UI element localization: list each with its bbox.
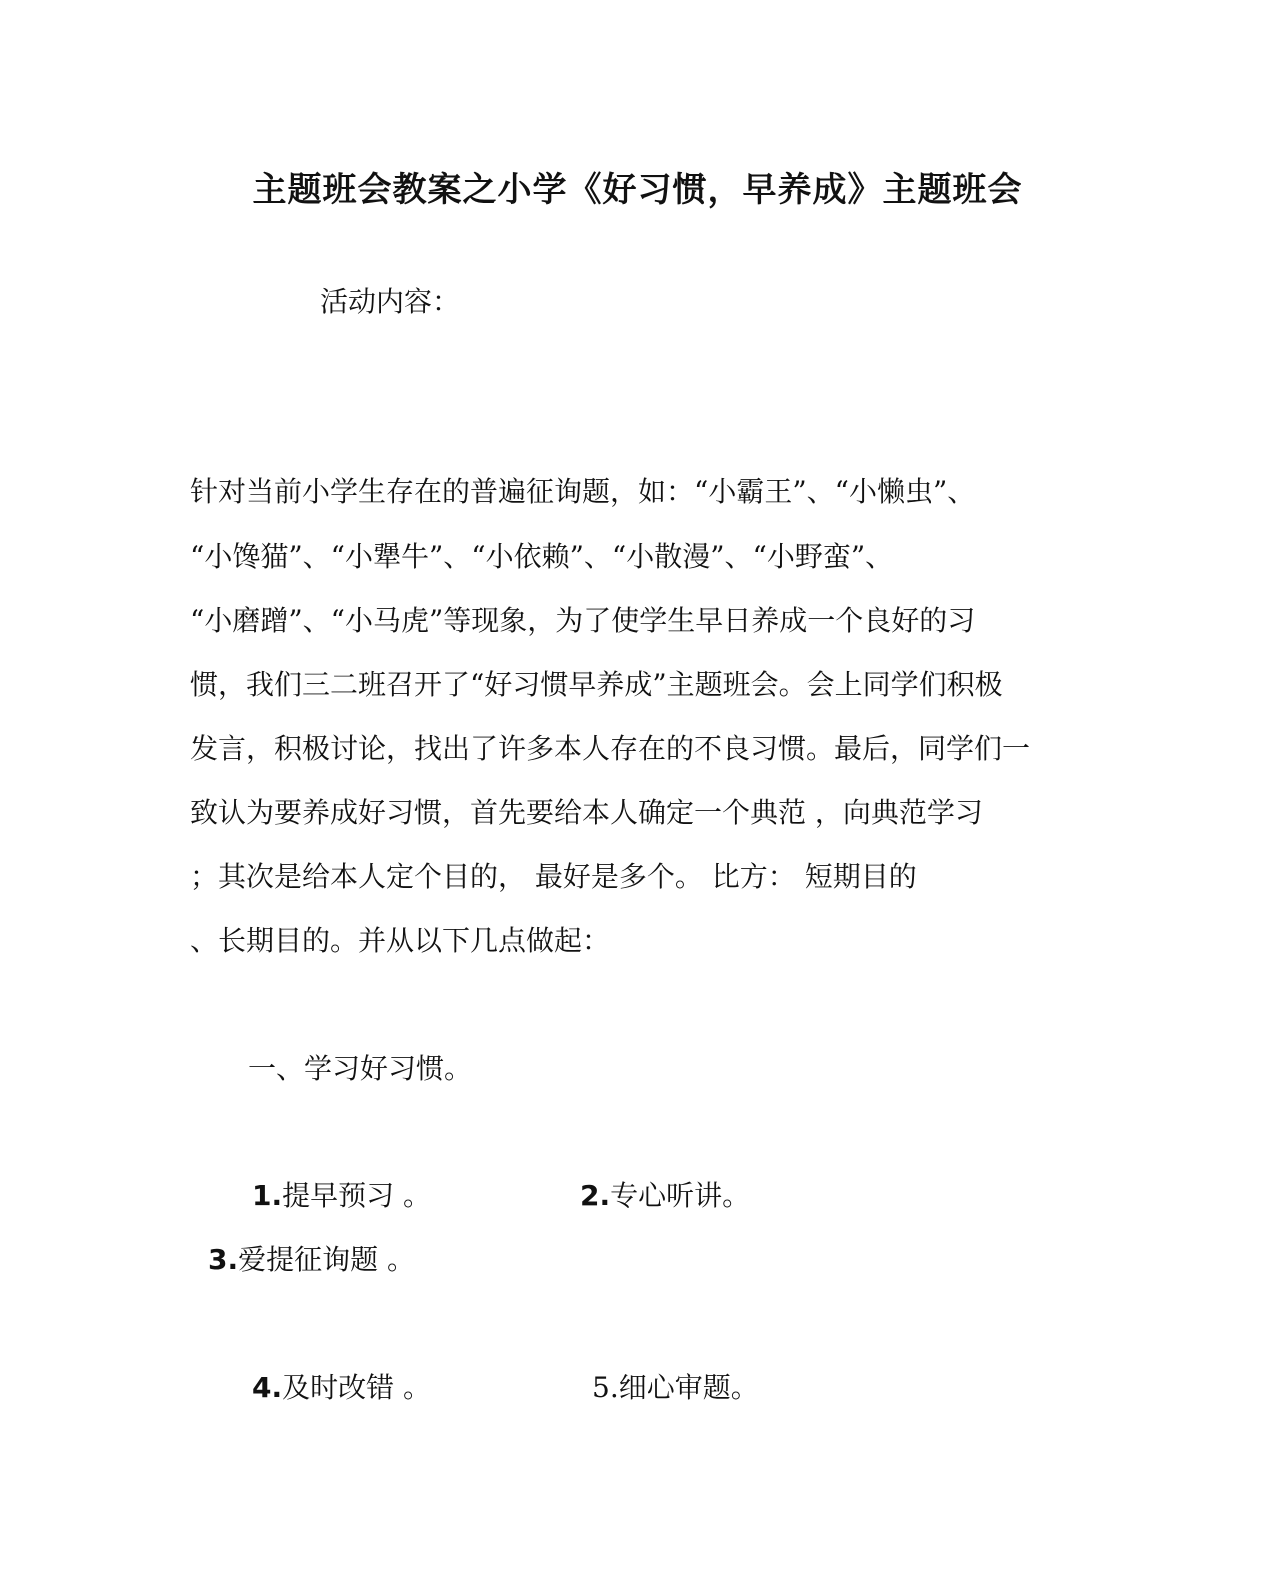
paragraph-line-2: “小馋猫”、“小犟牛”、“小依赖”、“小散漫”、“小野蛮”、 bbox=[190, 540, 894, 573]
list-item-1 bbox=[252, 1176, 431, 1216]
list-item-number: 5. bbox=[592, 1371, 619, 1404]
paragraph-line-6: 致认为要养成好习惯，首先要给本人确定一个典范 ，向典范学习 bbox=[190, 796, 983, 829]
paragraph-line-5: 发言，积极讨论，找出了许多本人存在的不良习惯。最后，同学们一 bbox=[190, 732, 1031, 765]
list-item-text: 爱提征询题 。 bbox=[238, 1243, 416, 1276]
paragraph-line-7: ；其次是给本人定个目的， 最好是多个。 比方： 短期目的 bbox=[190, 860, 917, 893]
paragraph-line-1: 针对当前小学生存在的普遍征询题，如：“小霸王”、“小懒虫”、 bbox=[190, 475, 976, 508]
list-item-5 bbox=[592, 1368, 759, 1408]
heading-study-habits: 一、学习好习惯。 bbox=[248, 1052, 473, 1085]
list-item-number: 3. bbox=[208, 1243, 239, 1276]
list-item-4 bbox=[252, 1368, 431, 1408]
paragraph-line-3: “小磨蹭”、“小马虎”等现象，为了使学生早日养成一个良好的习 bbox=[190, 604, 976, 637]
list-item-2 bbox=[580, 1176, 750, 1216]
section-label: 活动内容： bbox=[320, 285, 461, 318]
document-title: 主题班会教案之小学《好习惯，早养成》主题班会 bbox=[252, 170, 1023, 210]
list-item-3 bbox=[208, 1240, 415, 1280]
list-item-text: 提早预习 。 bbox=[282, 1179, 432, 1212]
list-item-text: 及时改错 。 bbox=[282, 1371, 432, 1404]
paragraph-line-8: 、长期目的。并从以下几点做起： bbox=[190, 924, 611, 957]
list-item-text: 细心审题。 bbox=[618, 1371, 759, 1404]
list-item-number: 1. bbox=[252, 1179, 283, 1212]
paragraph-line-4: 惯，我们三二班召开了“好习惯早养成”主题班会。会上同学们积极 bbox=[190, 668, 1003, 701]
list-item-number: 4. bbox=[252, 1371, 283, 1404]
list-item-text: 专心听讲。 bbox=[610, 1179, 751, 1212]
list-item-number: 2. bbox=[580, 1179, 611, 1212]
